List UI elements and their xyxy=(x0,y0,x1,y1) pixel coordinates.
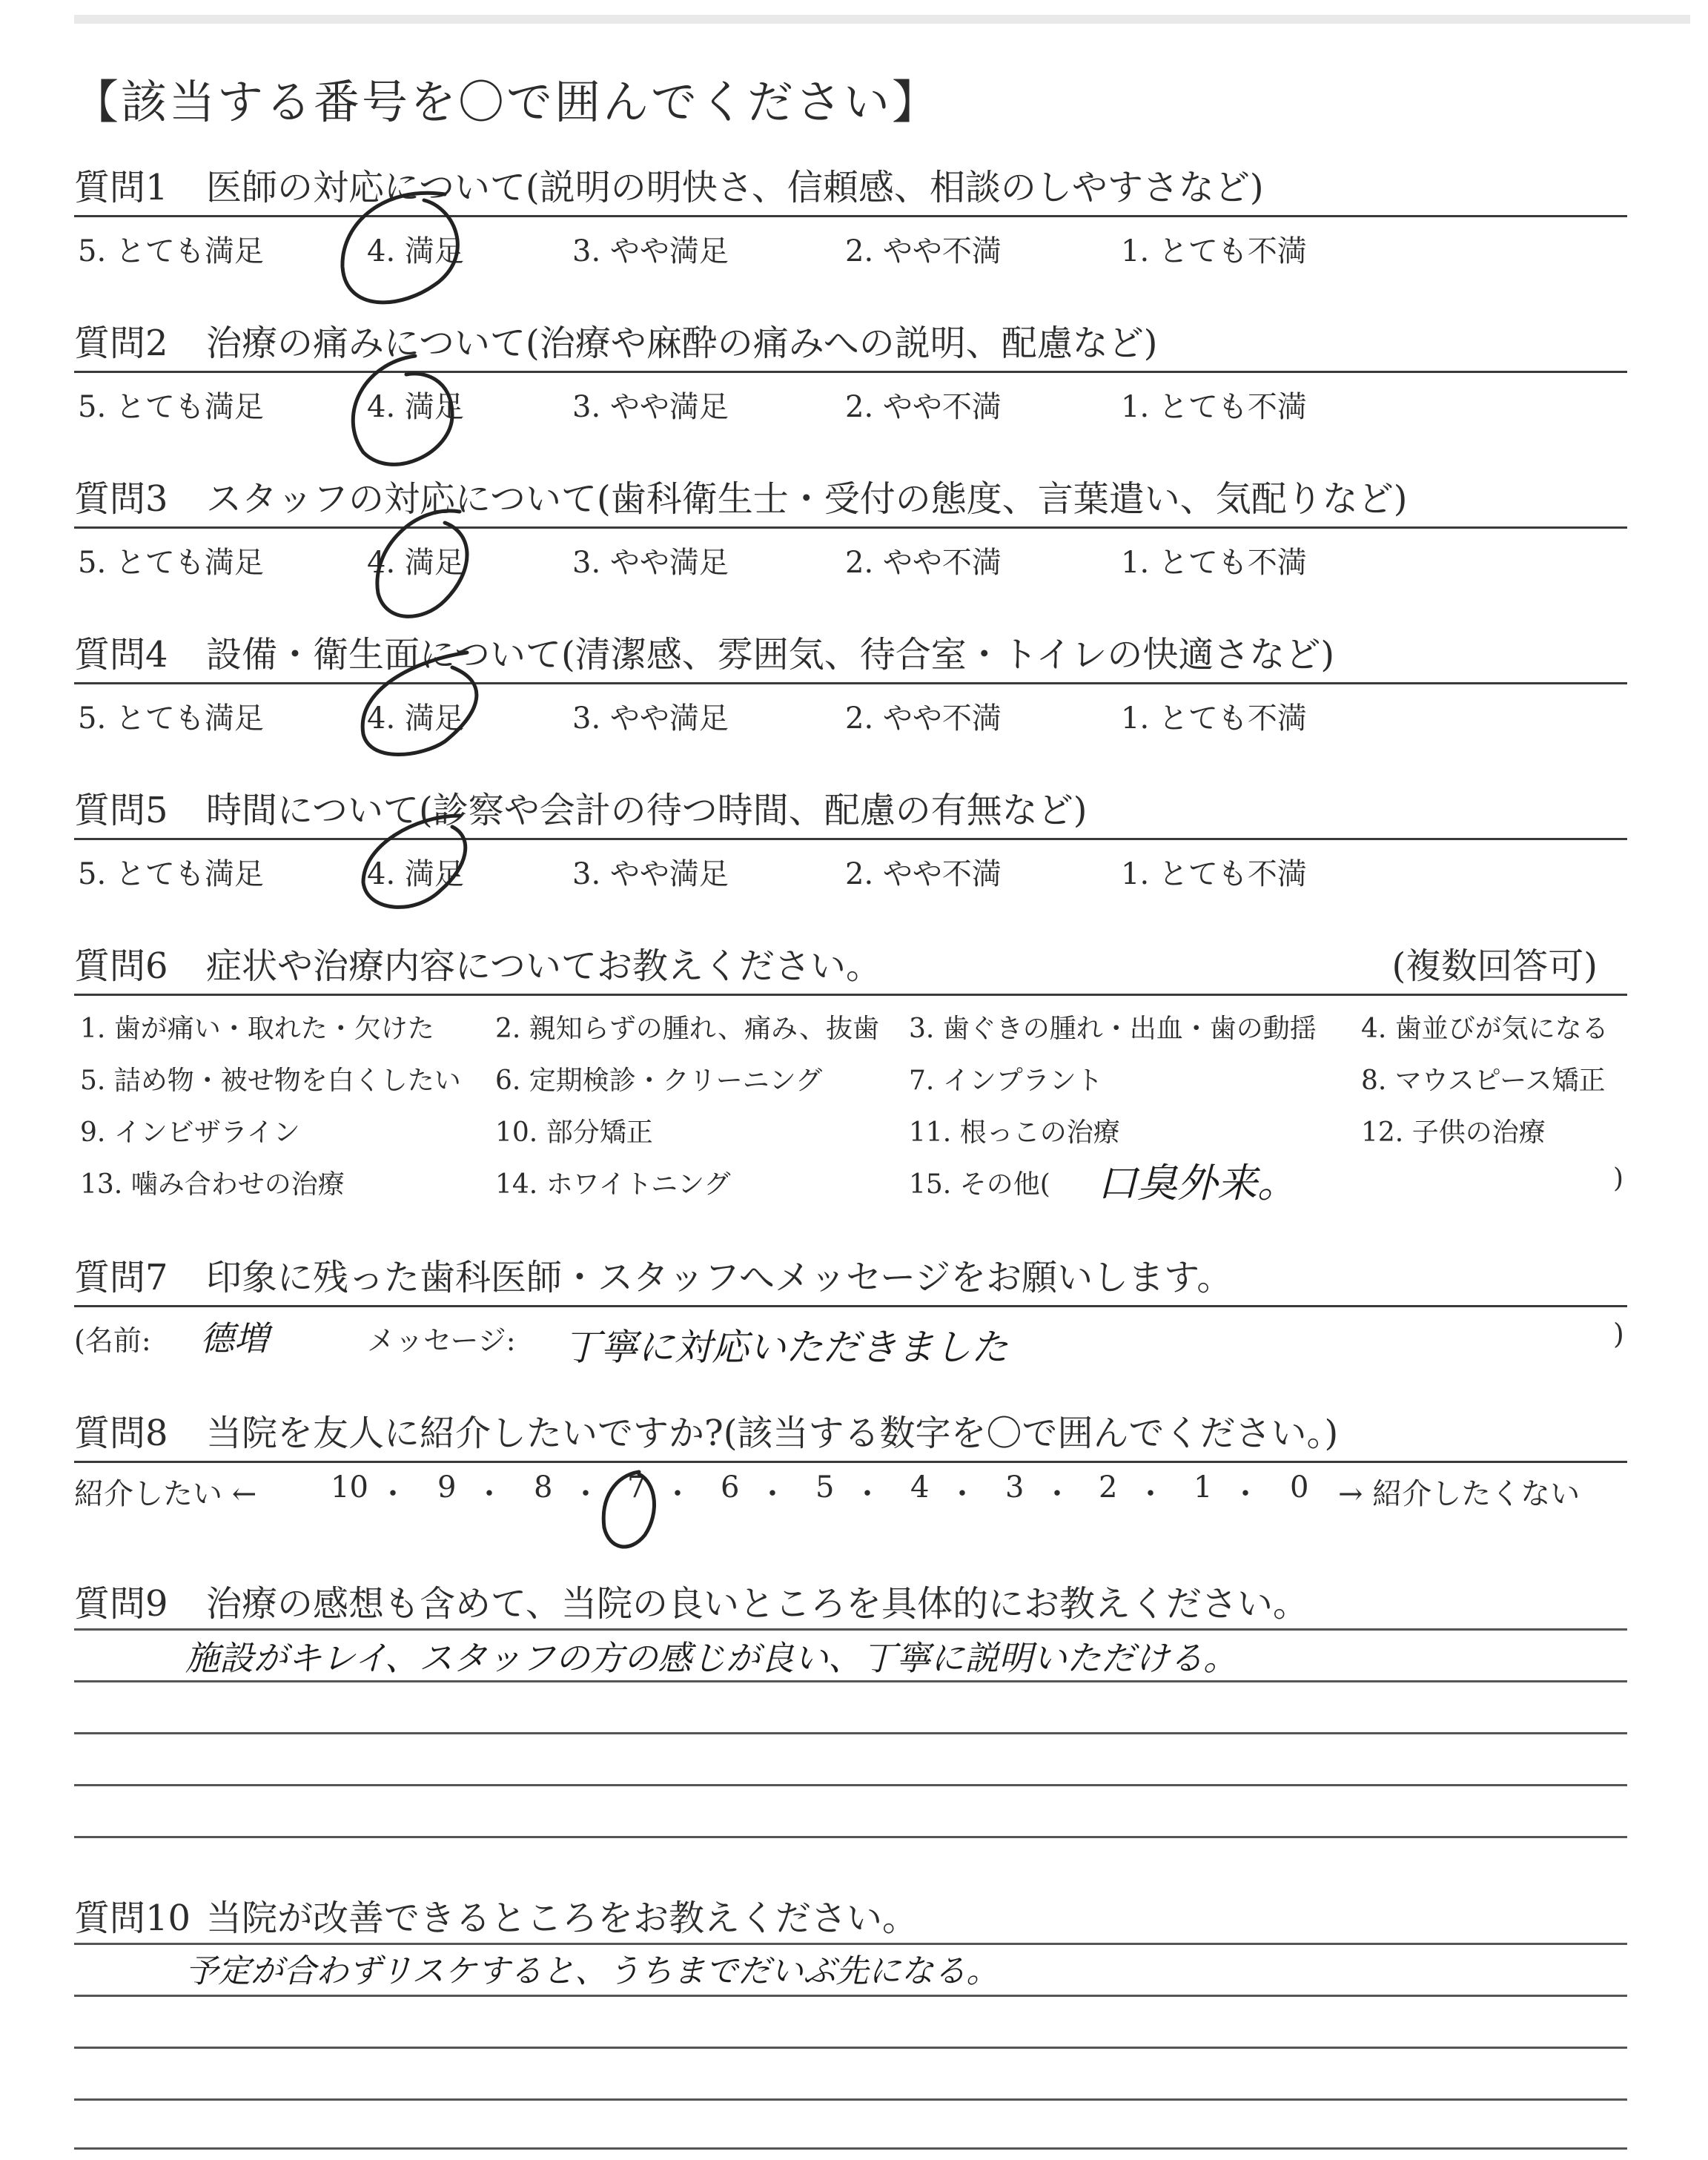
question-label: 質問4 xyxy=(74,634,168,676)
question-6 xyxy=(74,942,1627,1218)
message-handwritten[interactable]: 丁寧に対応いただきました xyxy=(563,1326,1008,1369)
q10-answer-handwritten[interactable]: 予定が合わずリスケすると、うちまでだいぶ先になる。 xyxy=(185,1952,999,1990)
recommend-scale xyxy=(74,1463,1627,1512)
option-2[interactable]: 2. やや不満 xyxy=(845,546,1002,580)
scale-dot: ・ xyxy=(474,1477,504,1511)
option-3[interactable]: 3. やや満足 xyxy=(572,857,729,891)
checkbox-item[interactable]: 13. 噛み合わせの治療 xyxy=(80,1169,345,1200)
option-5[interactable]: 5. とても満足 xyxy=(78,857,264,891)
answer-line xyxy=(74,1836,1627,1838)
question-text: スタッフの対応について(歯科衛生士・受付の態度、言葉遣い、気配りなど) xyxy=(206,478,1408,520)
option-2[interactable]: 2. やや不満 xyxy=(845,701,1002,736)
option-3[interactable]: 3. やや満足 xyxy=(572,234,729,268)
option-1[interactable]: 1. とても不満 xyxy=(1121,390,1307,424)
option-4-selected[interactable]: 4. 満足 xyxy=(367,390,464,424)
option-5[interactable]: 5. とても満足 xyxy=(78,701,264,736)
question-label: 質問1 xyxy=(74,167,168,208)
question-4 xyxy=(74,630,1627,738)
question-label: 質問9 xyxy=(74,1583,168,1625)
checkbox-item[interactable]: 8. マウスピース矯正 xyxy=(1361,1066,1606,1096)
option-2[interactable]: 2. やや不満 xyxy=(845,234,1002,268)
answer-line xyxy=(74,2147,1627,2150)
checkbox-item[interactable]: 1. 歯が痛い・取れた・欠けた xyxy=(80,1014,434,1044)
question-text: 症状や治療内容についてお教えください。 xyxy=(206,945,882,987)
option-2[interactable]: 2. やや不満 xyxy=(845,857,1002,891)
scale-dot: ・ xyxy=(1136,1477,1165,1511)
option-4-selected[interactable]: 4. 満足 xyxy=(367,546,464,580)
checkbox-item[interactable]: 7. インプラント xyxy=(909,1066,1103,1096)
checkbox-item[interactable]: 6. 定期検診・クリーニング xyxy=(495,1066,823,1096)
question-1 xyxy=(74,163,1627,271)
option-4-selected[interactable]: 4. 満足 xyxy=(367,701,464,736)
scan-top-edge xyxy=(74,15,1690,24)
answer-line xyxy=(74,1995,1627,1997)
question-label: 質問3 xyxy=(74,478,168,520)
scale-5[interactable]: 5 xyxy=(815,1470,835,1505)
question-label: 質問2 xyxy=(74,323,168,364)
question-text: 治療の感想も含めて、当院の良いところを具体的にお教えください。 xyxy=(206,1583,1309,1625)
scale-left-label: 紹介したい ← xyxy=(74,1477,257,1511)
scale-6[interactable]: 6 xyxy=(721,1470,740,1505)
scale-dot: ・ xyxy=(853,1477,882,1511)
answer-line xyxy=(74,1680,1627,1682)
checkbox-item[interactable]: 9. インビザライン xyxy=(80,1117,300,1148)
scale-right-label: → 紹介したくない xyxy=(1338,1477,1580,1511)
message-label: メッセージ: xyxy=(367,1324,516,1357)
scale-dot: ・ xyxy=(758,1477,787,1511)
q9-answer-handwritten[interactable]: 施設がキレイ、スタッフの方の感じが良い、丁寧に説明いただける。 xyxy=(185,1638,1238,1678)
message-close-paren: ) xyxy=(1613,1318,1624,1350)
question-10 xyxy=(74,1894,1627,1943)
name-label: (名前: xyxy=(74,1324,151,1357)
scale-dot: ・ xyxy=(663,1477,692,1511)
question-label: 質問8 xyxy=(74,1413,168,1454)
option-1[interactable]: 1. とても不満 xyxy=(1121,234,1307,268)
scale-0[interactable]: 0 xyxy=(1290,1470,1309,1505)
checkbox-item[interactable]: 11. 根っこの治療 xyxy=(909,1117,1120,1148)
question-label: 質問5 xyxy=(74,790,168,831)
question-9 xyxy=(74,1579,1627,1628)
name-handwritten[interactable]: 德増 xyxy=(200,1318,268,1358)
scale-dot: ・ xyxy=(1042,1477,1072,1511)
scale-3[interactable]: 3 xyxy=(1005,1470,1025,1505)
question-label: 質問10 xyxy=(74,1898,191,1939)
answer-line xyxy=(74,1628,1627,1631)
question-3 xyxy=(74,475,1627,582)
question-text: 医師の対応について(説明の明快さ、信頼感、相談のしやすさなど) xyxy=(206,167,1264,208)
option-2[interactable]: 2. やや不満 xyxy=(845,390,1002,424)
option-4-selected[interactable]: 4. 満足 xyxy=(367,857,464,891)
question-text: 時間について(診察や会計の待つ時間、配慮の有無など) xyxy=(206,790,1088,831)
answer-line xyxy=(74,1784,1627,1786)
scale-dot: ・ xyxy=(947,1477,977,1511)
checkbox-item[interactable]: 3. 歯ぐきの腫れ・出血・歯の動揺 xyxy=(909,1014,1317,1044)
option-3[interactable]: 3. やや満足 xyxy=(572,546,729,580)
checkbox-item[interactable]: 2. 親知らずの腫れ、痛み、抜歯 xyxy=(495,1014,880,1044)
question-text: 設備・衛生面について(清潔感、雰囲気、待合室・トイレの快適さなど) xyxy=(206,634,1335,676)
question-7 xyxy=(74,1253,1627,1367)
question-8 xyxy=(74,1409,1627,1512)
question-label: 質問6 xyxy=(74,945,168,987)
checkbox-item[interactable]: 5. 詰め物・被せ物を白くしたい xyxy=(80,1066,461,1096)
checkbox-item[interactable]: 4. 歯並びが気になる xyxy=(1361,1014,1609,1044)
option-1[interactable]: 1. とても不満 xyxy=(1121,857,1307,891)
question-text: 治療の痛みについて(治療や麻酔の痛みへの説明、配慮など) xyxy=(206,323,1158,364)
option-1[interactable]: 1. とても不満 xyxy=(1121,701,1307,736)
option-3[interactable]: 3. やや満足 xyxy=(572,390,729,424)
checkbox-item[interactable]: 14. ホワイトニング xyxy=(495,1169,731,1200)
scale-dot: ・ xyxy=(571,1477,600,1511)
question-label: 質問7 xyxy=(74,1257,168,1298)
scale-9[interactable]: 9 xyxy=(437,1470,457,1505)
option-5[interactable]: 5. とても満足 xyxy=(78,546,264,580)
page-title: 【該当する番号を〇で囲んでください】 xyxy=(73,75,941,129)
scale-2[interactable]: 2 xyxy=(1099,1470,1118,1505)
option-3[interactable]: 3. やや満足 xyxy=(572,701,729,736)
question-text: 印象に残った歯科医師・スタッフへメッセージをお願いします。 xyxy=(206,1257,1233,1298)
scale-dot: ・ xyxy=(1231,1477,1260,1511)
checkbox-item[interactable]: 10. 部分矯正 xyxy=(495,1117,653,1148)
option-5[interactable]: 5. とても満足 xyxy=(78,390,264,424)
other-close-paren: ) xyxy=(1613,1163,1624,1194)
scale-1[interactable]: 1 xyxy=(1194,1470,1213,1505)
other-answer-handwritten[interactable]: 口臭外来。 xyxy=(1097,1160,1297,1206)
option-4-selected[interactable]: 4. 満足 xyxy=(367,234,464,268)
scale-7-selected[interactable]: 7 xyxy=(627,1470,646,1505)
option-5[interactable]: 5. とても満足 xyxy=(78,234,264,268)
scale-10[interactable]: 10 xyxy=(331,1470,368,1505)
multiple-answers-note: (複数回答可) xyxy=(1391,945,1598,987)
question-2 xyxy=(74,319,1627,426)
question-text: 当院を友人に紹介したいですか?(該当する数字を〇で囲んでください。) xyxy=(206,1413,1339,1454)
answer-line xyxy=(74,2098,1627,2101)
scale-dot: ・ xyxy=(378,1477,408,1511)
option-1[interactable]: 1. とても不満 xyxy=(1121,546,1307,580)
scale-8[interactable]: 8 xyxy=(534,1470,553,1505)
question-5 xyxy=(74,786,1627,894)
question-text: 当院が改善できるところをお教えください。 xyxy=(206,1898,918,1939)
answer-line xyxy=(74,1732,1627,1734)
checkbox-item-other[interactable]: 15. その他( xyxy=(909,1169,1050,1200)
checkbox-item[interactable]: 12. 子供の治療 xyxy=(1361,1117,1546,1148)
answer-line xyxy=(74,2047,1627,2049)
scale-4[interactable]: 4 xyxy=(910,1470,930,1505)
